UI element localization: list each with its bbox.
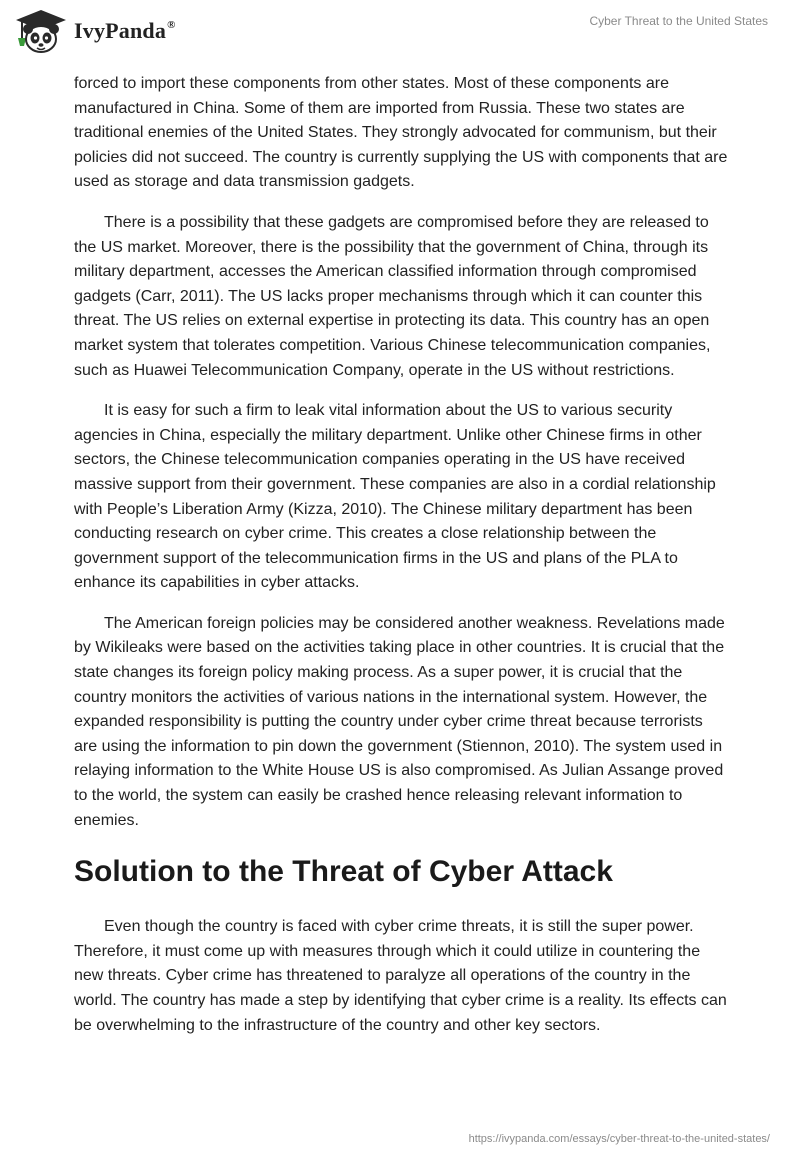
page-header	[0, 0, 800, 70]
article-paragraph: The American foreign policies may be considered another weakness. Revelations made by Wikileaks were based on the activities taking place in other countries. It is crucial that the state changes its foreign policy making process. As a super power, it is crucial that the country monitors the activities of various nations in the international system. However, the expanded responsibility is putting the country under cyber crime threat because terrorists are using the information to pin down the government (Stiennon, 2010). The system used in relaying information to the White House US is also compromised. As Julian Assange proved to the world, the system can easily be crashed hence releasing relevant information to enemies.	[74, 614, 725, 829]
article-paragraph: It is easy for such a firm to leak vital information about the US to various security agencies in China, especially the military department. Unlike other Chinese firms in other sectors, the Chinese telecommunication companies operating in the US have received massive support from their government. These companies are also in a cordial relationship with People’s Liberation Army (Kizza, 2010). The Chinese military department has been conducting research on cyber crime. This creates a close relationship between the government support of the telecommunication firms in the US and plans of the PLA to enhance its capabilities in cyber attacks.	[74, 402, 716, 592]
brand-name	[74, 18, 176, 44]
article-paragraph: There is a possibility that these gadgets are compromised before they are released to the US market. Moreover, there is the possibility that the government of China, through its military department, accesses the American classified information through compromised gadgets (Carr, 2011). The US lacks proper mechanisms through which it can counter this threat. The US relies on external expertise in protecting its data. This country has an open market system that tolerates competition. Various Chinese telecommunication companies, such as Huawei Telecommunication Company, operate in the US without restrictions.	[74, 213, 711, 379]
brand-logo[interactable]	[14, 8, 176, 54]
article-body	[74, 72, 730, 1054]
article-paragraph: Even though the country is faced with cyber crime threats, it is still the super power. Therefore, it must come up with measures through which it could utilize in countering the new threats. Cyber crime has threatened to paralyze all operations of the country in the world. The country has made a step by identifying that cyber crime is a reality. Its effects can be overwhelming to the infrastructure of the country and other key sectors.	[74, 918, 727, 1034]
article-paragraph: forced to import these components from other states. Most of these components are manufactured in China. Some of them are imported from Russia. These two states are traditional enemies of the United States. They strongly advocated for communism, but their policies did not succeed. The country is currently supplying the US with components that are used as storage and data transmission gadgets.	[74, 75, 728, 191]
brand-name-text: IvyPanda	[74, 18, 167, 43]
document-title: Cyber Threat to the United States	[589, 14, 768, 28]
source-url[interactable]: https://ivypanda.com/essays/cyber-threat-to-the-united-states/	[468, 1133, 770, 1145]
section-heading: Solution to the Threat of Cyber Attack	[74, 855, 613, 889]
registered-mark: ®	[167, 19, 176, 31]
panda-graduation-cap-icon	[14, 8, 68, 54]
